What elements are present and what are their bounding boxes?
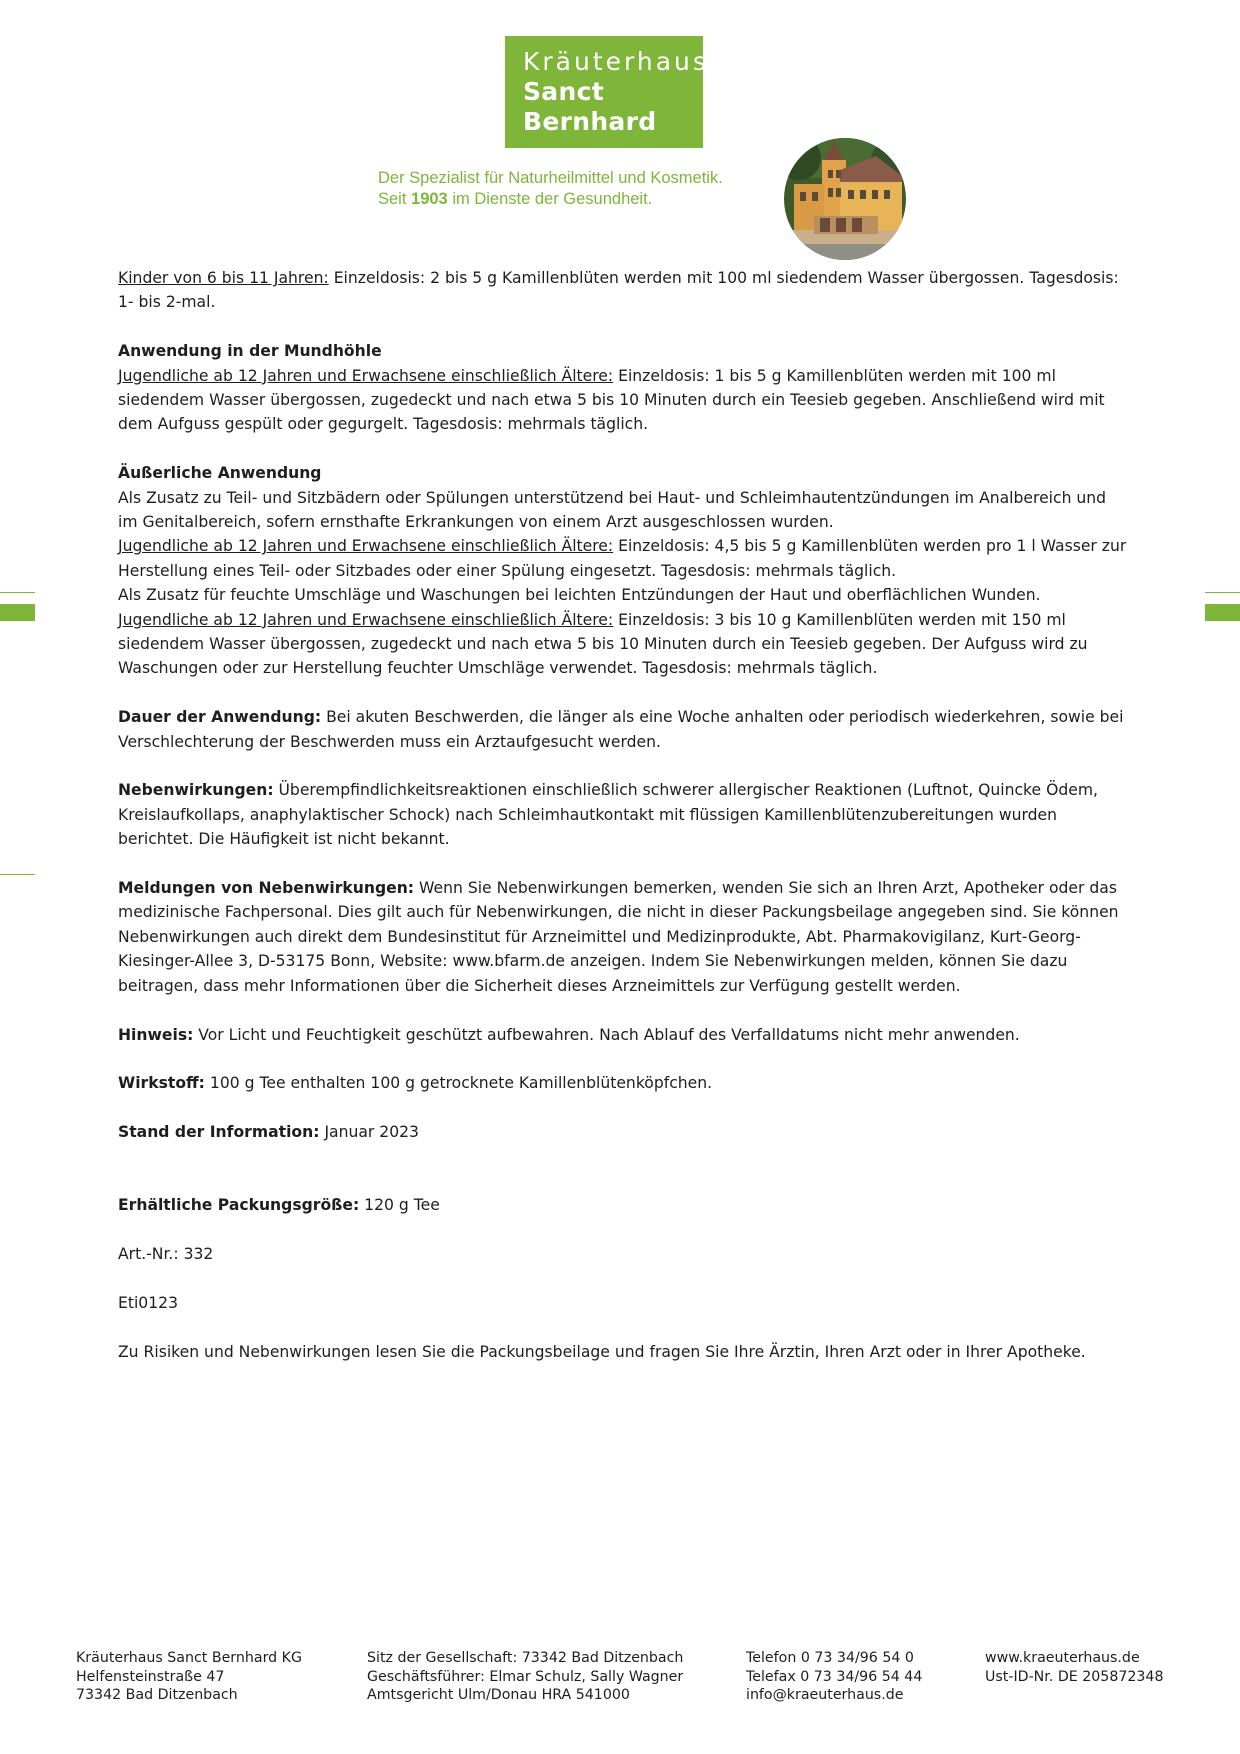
tagline-prefix: Seit — [378, 190, 412, 208]
footer-line: Amtsgericht Ulm/Donau HRA 541000 — [367, 1687, 630, 1703]
duration-section — [118, 705, 1128, 754]
footer-line: Kräuterhaus Sanct Bernhard KG — [76, 1650, 302, 1666]
footer-contact — [746, 1649, 922, 1705]
building-photo — [784, 138, 906, 260]
footer-phone: Telefon 0 73 34/96 54 0 — [746, 1650, 914, 1666]
children-dosage — [118, 266, 1128, 315]
left-tick-top — [0, 592, 35, 593]
hint-text: Vor Licht und Feuchtigkeit geschützt aufbewahren. Nach Ablauf des Verfalldatums nicht mehr anwenden. — [193, 1025, 1020, 1044]
side-effects-label: Nebenwirkungen: — [118, 781, 274, 800]
footer-line: Helfensteinstraße 47 — [76, 1668, 225, 1685]
footer-vat-id: Ust-ID-Nr. DE 205872348 — [985, 1668, 1164, 1685]
side-effects-section — [118, 778, 1128, 851]
tagline-line-2 — [378, 189, 723, 210]
logo-line-1: Kräuterhaus — [523, 47, 709, 76]
right-fold-mark — [1205, 604, 1240, 621]
label-code: Eti0123 — [118, 1293, 178, 1312]
external-compress-intro: Als Zusatz für feuchte Umschläge und Waschungen bei leichten Entzündungen der Haut und oberflächlichen Wunden. — [118, 586, 1041, 605]
brand-tagline — [378, 168, 723, 210]
hint-label: Hinweis: — [118, 1025, 194, 1044]
footer-company — [76, 1649, 302, 1705]
pack-size-section — [118, 1193, 1128, 1217]
footer-line: Geschäftsführer: Elmar Schulz, Sally Wagner — [367, 1668, 684, 1685]
external-compress-text: Einzeldosis: 3 bis 10 g Kamillenblüten werden mit 150 ml siedendem Wasser übergossen, zugedeckt und nach etwa 5 bis 10 Minuten durch ein Teesieb gegeben. Der Aufguss wird zu Waschungen oder zur Herstellung feuchter Umschläge verwendet. Tagesdosis: mehrmals täglich. — [118, 610, 1088, 678]
duration-label: Dauer der Anwendung: — [118, 708, 322, 727]
adults-label: Jugendliche ab 12 Jahren und Erwachsene einschließlich Ältere: — [118, 537, 614, 556]
mouth-heading: Anwendung in der Mundhöhle — [118, 342, 382, 361]
leaflet-body — [118, 266, 1128, 1364]
pack-size-text: 120 g Tee — [359, 1196, 440, 1215]
brand-logo — [505, 36, 709, 148]
left-tick-bottom — [0, 874, 35, 875]
info-date-text: Januar 2023 — [319, 1123, 419, 1142]
reporting-text: Wenn Sie Nebenwirkungen bemerken, wenden Sie sich an Ihren Arzt, Apotheker oder das medizinische Fachpersonal. Dies gilt auch für Nebenwirkungen, die nicht in dieser Packungsbeilage angegeben sind. Sie können Nebenwirkungen auch direkt dem Bundesinstitut für Arzneimittel und Medizinprodukte, Abt. Pharmakovigilanz, Kurt-Georg-Kiesinger-Allee 3, D-53175 Bonn, Website: www.bfarm.de anzeigen. Indem Sie Nebenwirkungen melden, können Sie dazu beitragen, dass mehr Informationen über die Sicherheit dieses Arzneimittels zur Verfügung gestellt werden. — [118, 879, 1119, 995]
right-tick-top — [1205, 592, 1240, 593]
hint-section — [118, 1023, 1128, 1047]
active-ingredient-section — [118, 1071, 1128, 1095]
duration-text: Bei akuten Beschwerden, die länger als eine Woche anhalten oder periodisch wiederkehren, sowie bei Verschlechterung der Beschwerden muss ein Arztaufgesucht werden. — [118, 708, 1124, 751]
external-compress-dosage — [118, 608, 1128, 681]
adults-label: Jugendliche ab 12 Jahren und Erwachsene einschließlich Ältere: — [118, 610, 614, 629]
article-number: Art.-Nr.: 332 — [118, 1245, 214, 1264]
tagline-suffix: im Dienste der Gesundheit. — [447, 190, 653, 208]
reporting-label: Meldungen von Nebenwirkungen: — [118, 879, 415, 898]
active-text: 100 g Tee enthalten 100 g getrocknete Kamillenblütenköpfchen. — [204, 1074, 713, 1093]
info-date-label: Stand der Information: — [118, 1123, 320, 1142]
mouth-text: Einzeldosis: 1 bis 5 g Kamillenblüten werden mit 100 ml siedendem Wasser übergossen, zugedeckt und nach etwa 5 bis 10 Minuten durch ein Teesieb gegeben. Anschließend wird mit dem Aufguss gespült oder gegurgelt. Tagesdosis: mehrmals täglich. — [118, 366, 1105, 434]
external-intro: Als Zusatz zu Teil- und Sitzbädern oder Spülungen unterstützend bei Haut- und Schleimhautentzündungen im Analbereich und im Genitalbereich, sofern ernsthafte Erkrankungen von einem Arzt ausgeschlossen wurden. — [118, 488, 1107, 532]
footer-email[interactable]: info@kraeuterhaus.de — [746, 1687, 904, 1703]
left-fold-mark — [0, 604, 35, 621]
info-date-section — [118, 1120, 1128, 1144]
external-heading: Äußerliche Anwendung — [118, 464, 322, 483]
footer-line: Sitz der Gesellschaft: 73342 Bad Ditzenbach — [367, 1650, 684, 1666]
reporting-section — [118, 876, 1128, 998]
footer-website[interactable]: www.kraeuterhaus.de — [985, 1650, 1140, 1666]
adults-label: Jugendliche ab 12 Jahren und Erwachsene einschließlich Ältere: — [118, 366, 614, 385]
external-bath-dosage — [118, 534, 1128, 583]
children-label: Kinder von 6 bis 11 Jahren: — [118, 269, 329, 287]
risk-notice: Zu Risiken und Nebenwirkungen lesen Sie die Packungsbeilage und fragen Sie Ihre Ärztin, Ihren Arzt oder in Ihrer Apotheke. — [118, 1342, 1086, 1361]
logo-line-2: Sanct Bernhard — [523, 77, 657, 136]
tagline-line-1: Der Spezialist für Naturheilmittel und Kosmetik. — [378, 169, 723, 187]
external-bath-text: Einzeldosis: 4,5 bis 5 g Kamillenblüten werden pro 1 l Wasser zur Herstellung eines Teil- oder Sitzbades oder einer Spülung eingesetzt. Tagesdosis: mehrmals täglich. — [118, 537, 1127, 580]
pack-size-label: Erhältliche Packungsgröße: — [118, 1196, 360, 1215]
footer-line: 73342 Bad Ditzenbach — [76, 1687, 238, 1703]
side-effects-text: Überempfindlichkeitsreaktionen einschließlich schwerer allergischer Reaktionen (Luftnot, Quincke Ödem, Kreislaufkollaps, anaphylaktischer Schock) nach Schleimhautkontakt mit flüssigen Kamillenblütenzubereitungen wurden berichtet. Die Häufigkeit ist nicht bekannt. — [118, 781, 1098, 849]
active-label: Wirkstoff: — [118, 1074, 205, 1093]
footer-web — [985, 1649, 1164, 1686]
footer-fax: Telefax 0 73 34/96 54 44 — [746, 1668, 923, 1685]
footer-legal — [367, 1649, 683, 1705]
children-text: Einzeldosis: 2 bis 5 g Kamillenblüten werden mit 100 ml siedendem Wasser übergossen. Tagesdosis: 1- bis 2-mal. — [118, 269, 1119, 312]
mouth-dosage — [118, 364, 1128, 437]
tagline-year: 1903 — [411, 190, 448, 208]
